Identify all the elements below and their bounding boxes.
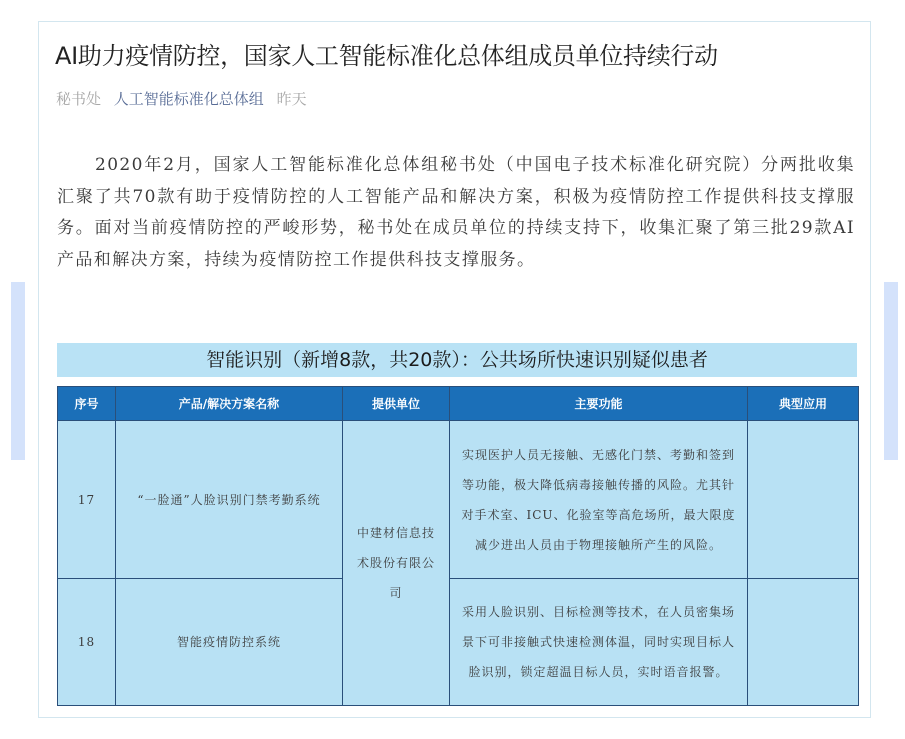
cell-application: [748, 421, 859, 579]
cell-function: 实现医护人员无接触、无感化门禁、考勤和签到等功能，极大降低病毒接触传播的风险。尤其针对手术室、ICU、化验室等高危场所，最大限度减少进出人员由于物理接触所产生的风险。: [450, 421, 748, 579]
article-paragraph: 2020年2月，国家人工智能标准化总体组秘书处（中国电子技术标准化研究院）分两批收集汇聚了共70款有助于疫情防控的人工智能产品和解决方案，积极为疫情防控工作提供科技支撑服务。面对当前疫情防控的严峻形势，秘书处在成员单位的持续支持下，收集汇聚了第三批29款AI产品和解决方案，持续为疫情防控工作提供科技支撑服务。: [57, 155, 855, 270]
cell-application: [748, 579, 859, 706]
table-header-row: [58, 387, 859, 421]
cell-provider: 中建材信息技术股份有限公司: [343, 421, 450, 706]
cell-function: 采用人脸识别、目标检测等技术，在人员密集场景下可非接触式快速检测体温，同时实现目标人脸识别，锁定超温目标人员，实时语音报警。: [450, 579, 748, 706]
header-no: 序号: [58, 387, 116, 421]
header-provider: 提供单位: [343, 387, 450, 421]
cell-name: “一脸通”人脸识别门禁考勤系统: [116, 421, 343, 579]
header-function: 主要功能: [450, 387, 748, 421]
section-banner: 智能识别（新增8款，共20款）：公共场所快速识别疑似患者: [57, 343, 857, 377]
product-table: [57, 386, 859, 706]
left-decor-bar: [11, 282, 25, 460]
publish-date: 昨天: [276, 90, 307, 108]
table-row: [58, 421, 859, 579]
cell-no: 17: [58, 421, 116, 579]
article-source: 秘书处: [56, 90, 102, 108]
article-meta: [56, 88, 315, 109]
article-title: AI助力疫情防控，国家人工智能标准化总体组成员单位持续行动: [55, 42, 718, 70]
cell-no: 18: [58, 579, 116, 706]
table-row: [58, 579, 859, 706]
article-card: [38, 21, 871, 718]
right-decor-bar: [884, 282, 898, 460]
header-application: 典型应用: [748, 387, 859, 421]
cell-name: 智能疫情防控系统: [116, 579, 343, 706]
header-name: 产品/解决方案名称: [116, 387, 343, 421]
account-link[interactable]: 人工智能标准化总体组: [113, 90, 264, 108]
